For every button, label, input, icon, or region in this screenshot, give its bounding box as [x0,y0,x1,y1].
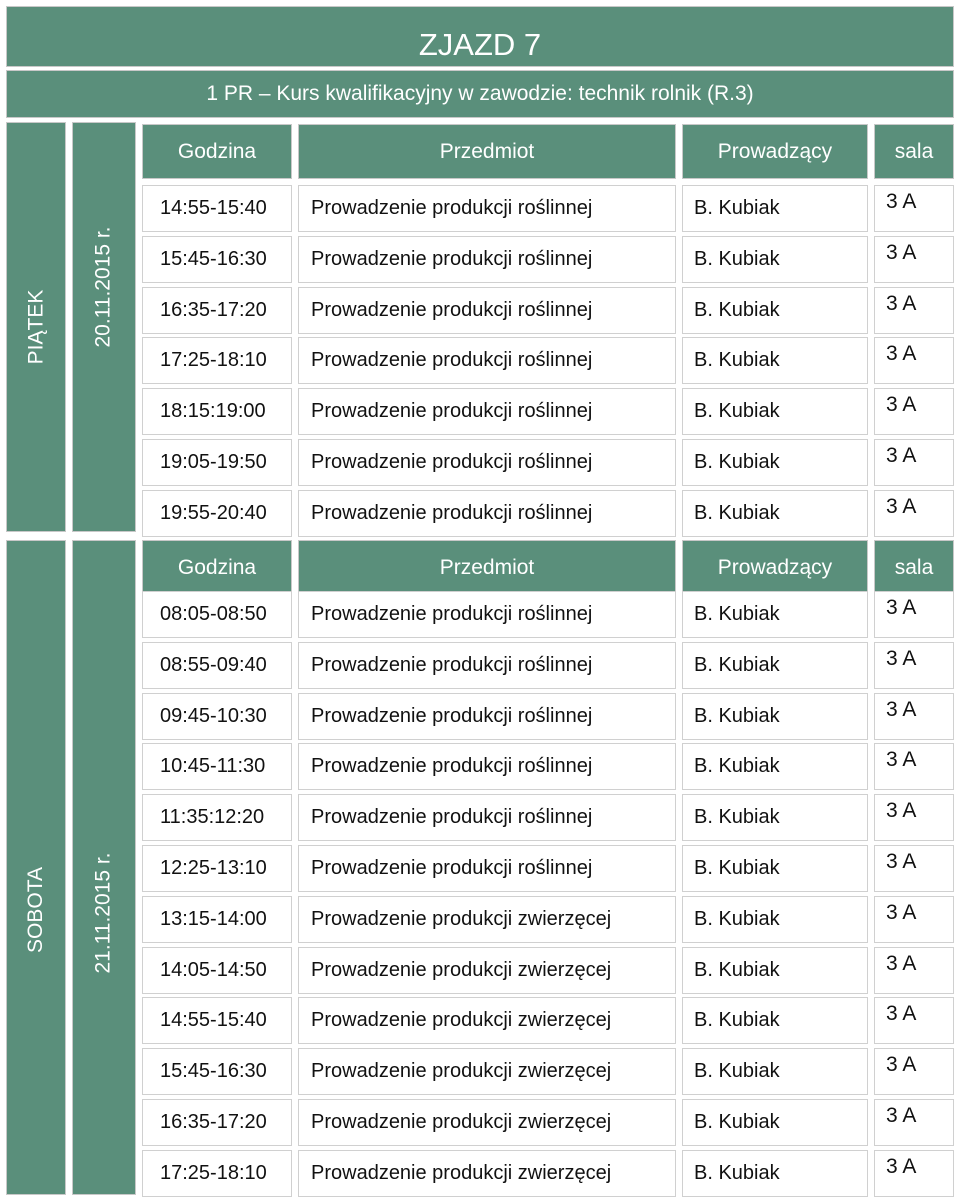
teacher-cell: B. Kubiak [682,693,868,740]
subject-cell: Prowadzenie produkcji roślinnej [298,439,676,486]
course-subtitle-text: 1 PR – Kurs kwalifikacyjny w zawodzie: technik rolnik (R.3) [206,82,754,105]
room-cell: 3 A [874,947,954,994]
time-cell: 19:05-19:50 [142,439,292,486]
teacher-cell: B. Kubiak [682,642,868,689]
day-name: PIĄTEK [24,289,48,365]
subject-cell: Prowadzenie produkcji roślinnej [298,287,676,334]
time-cell: 09:45-10:30 [142,693,292,740]
schedule-title-text: ZJAZD 7 [418,26,542,62]
subject-cell: Prowadzenie produkcji zwierzęcej [298,997,676,1044]
teacher-cell: B. Kubiak [682,185,868,232]
schedule-title [6,6,954,67]
col-header-subject: Przedmiot [298,124,676,179]
teacher-cell: B. Kubiak [682,743,868,790]
subject-cell: Prowadzenie produkcji roślinnej [298,743,676,790]
time-cell: 16:35-17:20 [142,1099,292,1146]
time-cell: 11:35:12:20 [142,794,292,841]
teacher-cell: B. Kubiak [682,591,868,638]
time-cell: 14:55-15:40 [142,185,292,232]
subject-cell: Prowadzenie produkcji zwierzęcej [298,896,676,943]
time-cell: 14:55-15:40 [142,997,292,1044]
teacher-cell: B. Kubiak [682,236,868,283]
room-cell: 3 A [874,794,954,841]
date-label-saturday [72,540,136,1195]
time-cell: 08:55-09:40 [142,642,292,689]
subject-cell: Prowadzenie produkcji zwierzęcej [298,1150,676,1197]
subject-cell: Prowadzenie produkcji zwierzęcej [298,1048,676,1095]
time-cell: 18:15:19:00 [142,388,292,435]
subject-cell: Prowadzenie produkcji roślinnej [298,185,676,232]
time-cell: 17:25-18:10 [142,1150,292,1197]
day-date: 21.11.2015 r. [92,851,115,974]
day-label-friday [6,122,66,532]
teacher-cell: B. Kubiak [682,490,868,537]
teacher-cell: B. Kubiak [682,1150,868,1197]
subject-cell: Prowadzenie produkcji zwierzęcej [298,947,676,994]
room-cell: 3 A [874,591,954,638]
col-header-teacher: Prowadzący [682,124,868,179]
teacher-cell: B. Kubiak [682,287,868,334]
time-cell: 08:05-08:50 [142,591,292,638]
col-header-room: sala [874,124,954,179]
col-header-time: Godzina [142,540,292,595]
room-cell: 3 A [874,287,954,334]
teacher-cell: B. Kubiak [682,845,868,892]
room-cell: 3 A [874,845,954,892]
teacher-cell: B. Kubiak [682,947,868,994]
room-cell: 3 A [874,388,954,435]
subject-cell: Prowadzenie produkcji roślinnej [298,591,676,638]
time-cell: 10:45-11:30 [142,743,292,790]
teacher-cell: B. Kubiak [682,337,868,384]
time-cell: 19:55-20:40 [142,490,292,537]
col-header-time: Godzina [142,124,292,179]
teacher-cell: B. Kubiak [682,1099,868,1146]
col-header-room: sala [874,540,954,595]
teacher-cell: B. Kubiak [682,896,868,943]
room-cell: 3 A [874,1099,954,1146]
time-cell: 14:05-14:50 [142,947,292,994]
room-cell: 3 A [874,693,954,740]
day-label-saturday [6,540,66,1195]
time-cell: 12:25-13:10 [142,845,292,892]
time-cell: 16:35-17:20 [142,287,292,334]
subject-cell: Prowadzenie produkcji roślinnej [298,845,676,892]
time-cell: 17:25-18:10 [142,337,292,384]
subject-cell: Prowadzenie produkcji roślinnej [298,337,676,384]
day-name: SOBOTA [24,867,47,953]
day-date: 20.11.2015 r. [92,226,115,348]
teacher-cell: B. Kubiak [682,1048,868,1095]
room-cell: 3 A [874,337,954,384]
room-cell: 3 A [874,236,954,283]
room-cell: 3 A [874,896,954,943]
room-cell: 3 A [874,642,954,689]
room-cell: 3 A [874,1150,954,1197]
teacher-cell: B. Kubiak [682,439,868,486]
room-cell: 3 A [874,439,954,486]
room-cell: 3 A [874,490,954,537]
subject-cell: Prowadzenie produkcji roślinnej [298,388,676,435]
subject-cell: Prowadzenie produkcji roślinnej [298,693,676,740]
course-subtitle [6,70,954,118]
time-cell: 15:45-16:30 [142,1048,292,1095]
teacher-cell: B. Kubiak [682,388,868,435]
date-label-friday [72,122,136,532]
room-cell: 3 A [874,743,954,790]
teacher-cell: B. Kubiak [682,794,868,841]
subject-cell: Prowadzenie produkcji roślinnej [298,490,676,537]
col-header-subject: Przedmiot [298,540,676,595]
room-cell: 3 A [874,997,954,1044]
room-cell: 3 A [874,185,954,232]
teacher-cell: B. Kubiak [682,997,868,1044]
time-cell: 15:45-16:30 [142,236,292,283]
subject-cell: Prowadzenie produkcji roślinnej [298,236,676,283]
col-header-teacher: Prowadzący [682,540,868,595]
subject-cell: Prowadzenie produkcji zwierzęcej [298,1099,676,1146]
room-cell: 3 A [874,1048,954,1095]
subject-cell: Prowadzenie produkcji roślinnej [298,794,676,841]
time-cell: 13:15-14:00 [142,896,292,943]
subject-cell: Prowadzenie produkcji roślinnej [298,642,676,689]
